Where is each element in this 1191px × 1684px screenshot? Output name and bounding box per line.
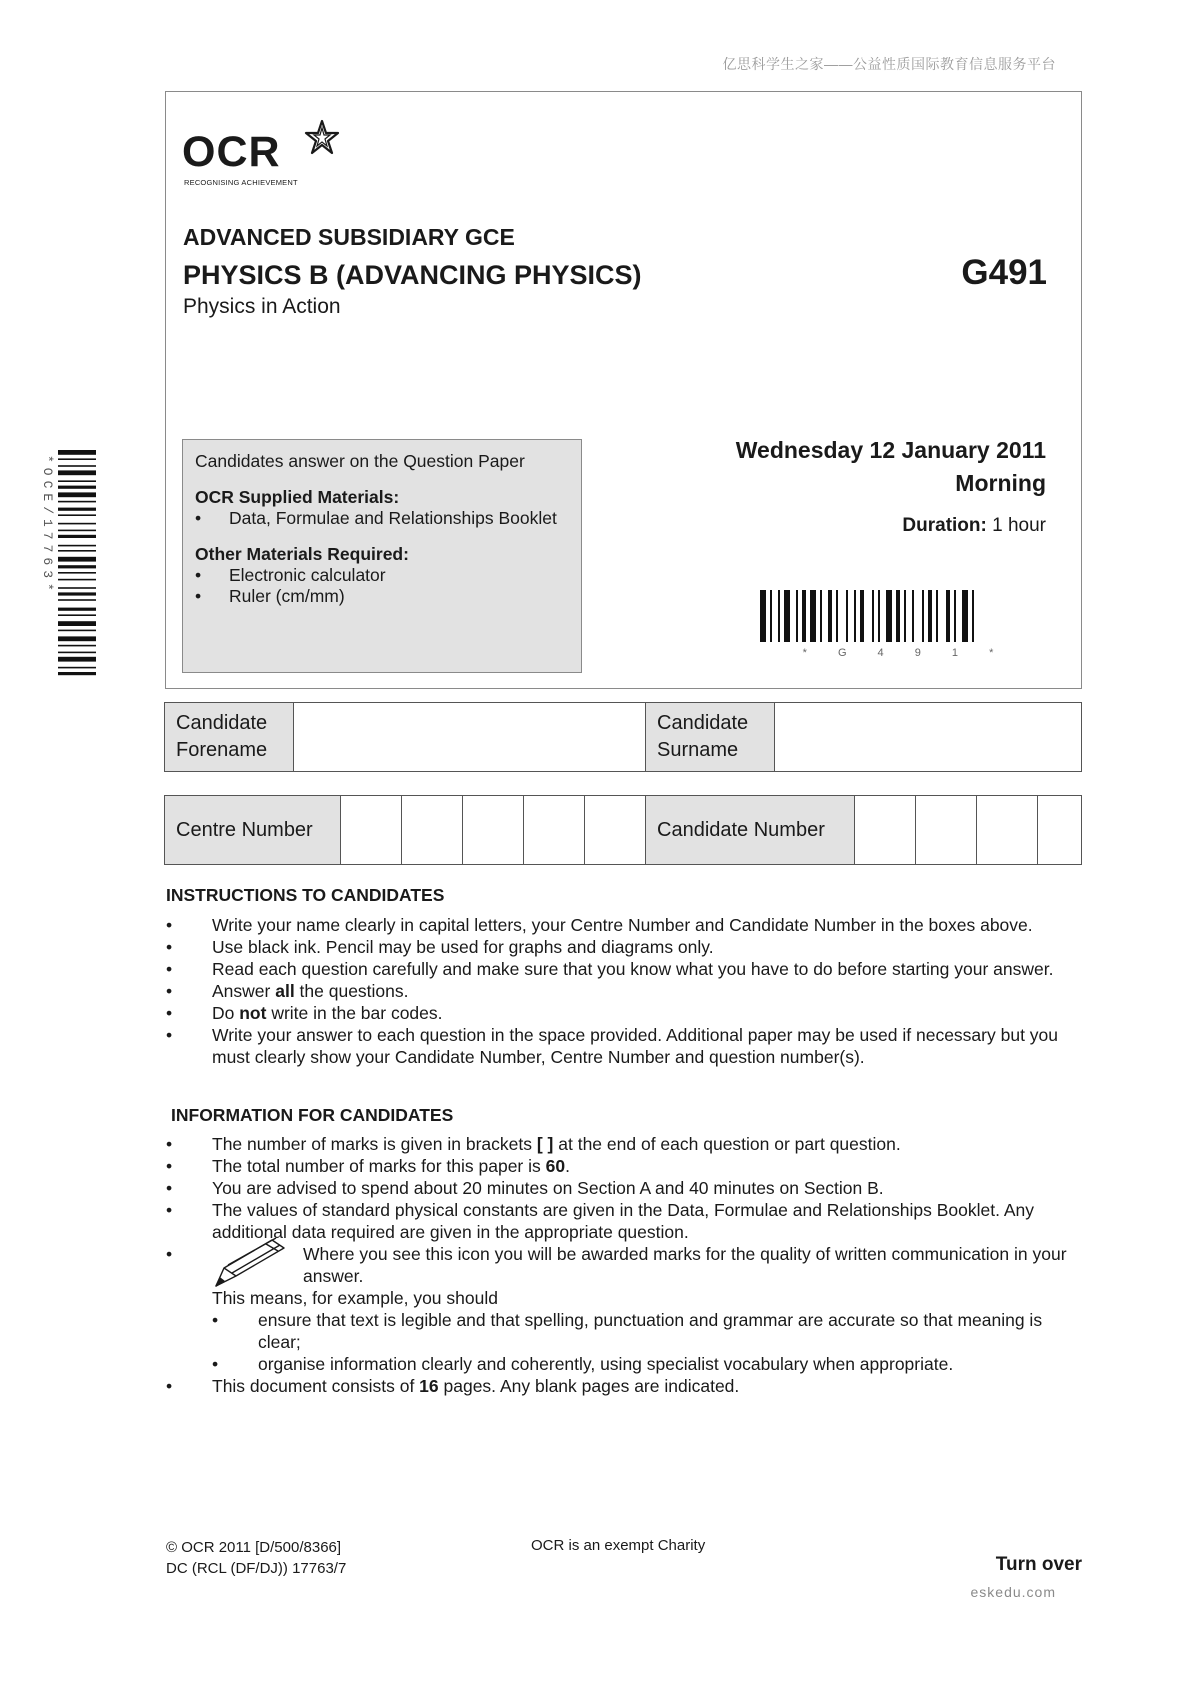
instruction-item: • Do not write in the bar codes.	[166, 1003, 443, 1023]
footer-copyright: © OCR 2011 [D/500/8366] DC (RCL (DF/DJ)) 17763/7	[166, 1539, 347, 1577]
qwc-point: • organise information clearly and coherently, using specialist vocabulary when appropriate.	[212, 1354, 954, 1374]
information-item: • The values of standard physical constants are given in the Data, Formulae and Relationships Booklet. Any additional data required are given in the appropriate question.	[166, 1200, 1034, 1242]
centre-number-label: Centre Number	[165, 796, 341, 864]
other-item: • Electronic calculator	[195, 565, 386, 585]
instructions-heading: INSTRUCTIONS TO CANDIDATES	[166, 885, 445, 905]
watermark-top: 亿思科学生之家——公益性质国际教育信息服务平台	[722, 56, 1056, 72]
logo-text: OCR	[182, 128, 281, 176]
pencil-icon	[210, 1238, 298, 1290]
materials-intro: Candidates answer on the Question Paper	[195, 451, 525, 471]
candidate-number-label: Candidate Number	[646, 796, 855, 864]
qwc-sublist	[166, 1309, 1086, 1375]
information-item: • The number of marks is given in brackets [ ] at the end of each question or part question.	[166, 1134, 901, 1154]
instruction-item: • Write your answer to each question in the space provided. Additional paper may be used if necessary but you must clearly show your Candidate Number, Centre Number and question number(s).	[166, 1025, 1059, 1067]
other-materials-heading: Other Materials Required:	[195, 544, 409, 564]
centre-number-box[interactable]	[524, 796, 585, 864]
information-item: • You are advised to spend about 20 minutes on Section A and 40 minutes on Section B.	[166, 1178, 884, 1198]
centre-number-box[interactable]	[463, 796, 524, 864]
candidate-number-box[interactable]	[977, 796, 1038, 864]
exam-duration: Duration: 1 hour	[902, 515, 1046, 536]
barcode-side	[38, 450, 98, 680]
instruction-item: • Answer all the questions.	[166, 981, 409, 1001]
paper-code: G491	[961, 253, 1047, 292]
instructions-list	[166, 914, 1086, 1068]
barcode-side-text: *OCE/17763*	[40, 455, 55, 596]
turn-over: Turn over	[995, 1554, 1082, 1575]
candidate-number-grid	[164, 795, 1082, 865]
barcode-main	[760, 590, 1050, 658]
surname-input[interactable]	[775, 703, 1081, 771]
qwc-means: This means, for example, you should	[212, 1288, 498, 1308]
information-list	[166, 1133, 1086, 1397]
candidate-number-box[interactable]	[916, 796, 977, 864]
candidate-number-box[interactable]	[855, 796, 916, 864]
information-item: • This document consists of 16 pages. Any blank pages are indicated.	[166, 1376, 740, 1396]
supplied-item: • Data, Formulae and Relationships Booklet	[195, 508, 557, 528]
centre-number-box[interactable]	[585, 796, 646, 864]
supplied-materials-heading: OCR Supplied Materials:	[195, 487, 400, 507]
ocr-logo	[182, 118, 352, 190]
instruction-item: • Read each question carefully and make sure that you know what you have to do before starting your answer.	[166, 959, 1054, 979]
instruction-item: • Use black ink. Pencil may be used for graphs and diagrams only.	[166, 937, 714, 957]
subject-title: PHYSICS B (ADVANCING PHYSICS)	[183, 260, 642, 290]
materials-box	[182, 439, 582, 673]
qwc-item: • Where you see this icon you will be awarded marks for the quality of written communication in your answer.	[166, 1243, 1086, 1287]
forename-input[interactable]	[294, 703, 646, 771]
other-item: • Ruler (cm/mm)	[195, 586, 345, 606]
centre-number-box[interactable]	[402, 796, 463, 864]
centre-number-box[interactable]	[341, 796, 402, 864]
candidate-name-grid	[164, 702, 1082, 772]
forename-label: Candidate Forename	[165, 703, 294, 771]
exam-date: Wednesday 12 January 2011	[735, 437, 1046, 463]
qwc-point: • ensure that text is legible and that spelling, punctuation and grammar are accurate so that meaning is clear;	[212, 1310, 1043, 1352]
watermark-bottom: eskedu.com	[970, 1584, 1056, 1600]
unit-title: Physics in Action	[183, 295, 341, 318]
star-icon	[300, 118, 340, 158]
information-item: • The total number of marks for this paper is 60.	[166, 1156, 570, 1176]
logo-tagline: RECOGNISING ACHIEVEMENT	[184, 178, 298, 187]
qualification: ADVANCED SUBSIDIARY GCE	[183, 224, 515, 250]
surname-label: Candidate Surname	[646, 703, 775, 771]
exam-session: Morning	[955, 470, 1046, 496]
instruction-item: • Write your name clearly in capital letters, your Centre Number and Candidate Number in the boxes above.	[166, 915, 1033, 935]
barcode-main-text: * G 4 9 1 *	[802, 647, 1008, 658]
candidate-number-box[interactable]	[1038, 796, 1081, 864]
information-heading: INFORMATION FOR CANDIDATES	[171, 1105, 454, 1125]
footer-charity: OCR is an exempt Charity	[531, 1537, 706, 1554]
